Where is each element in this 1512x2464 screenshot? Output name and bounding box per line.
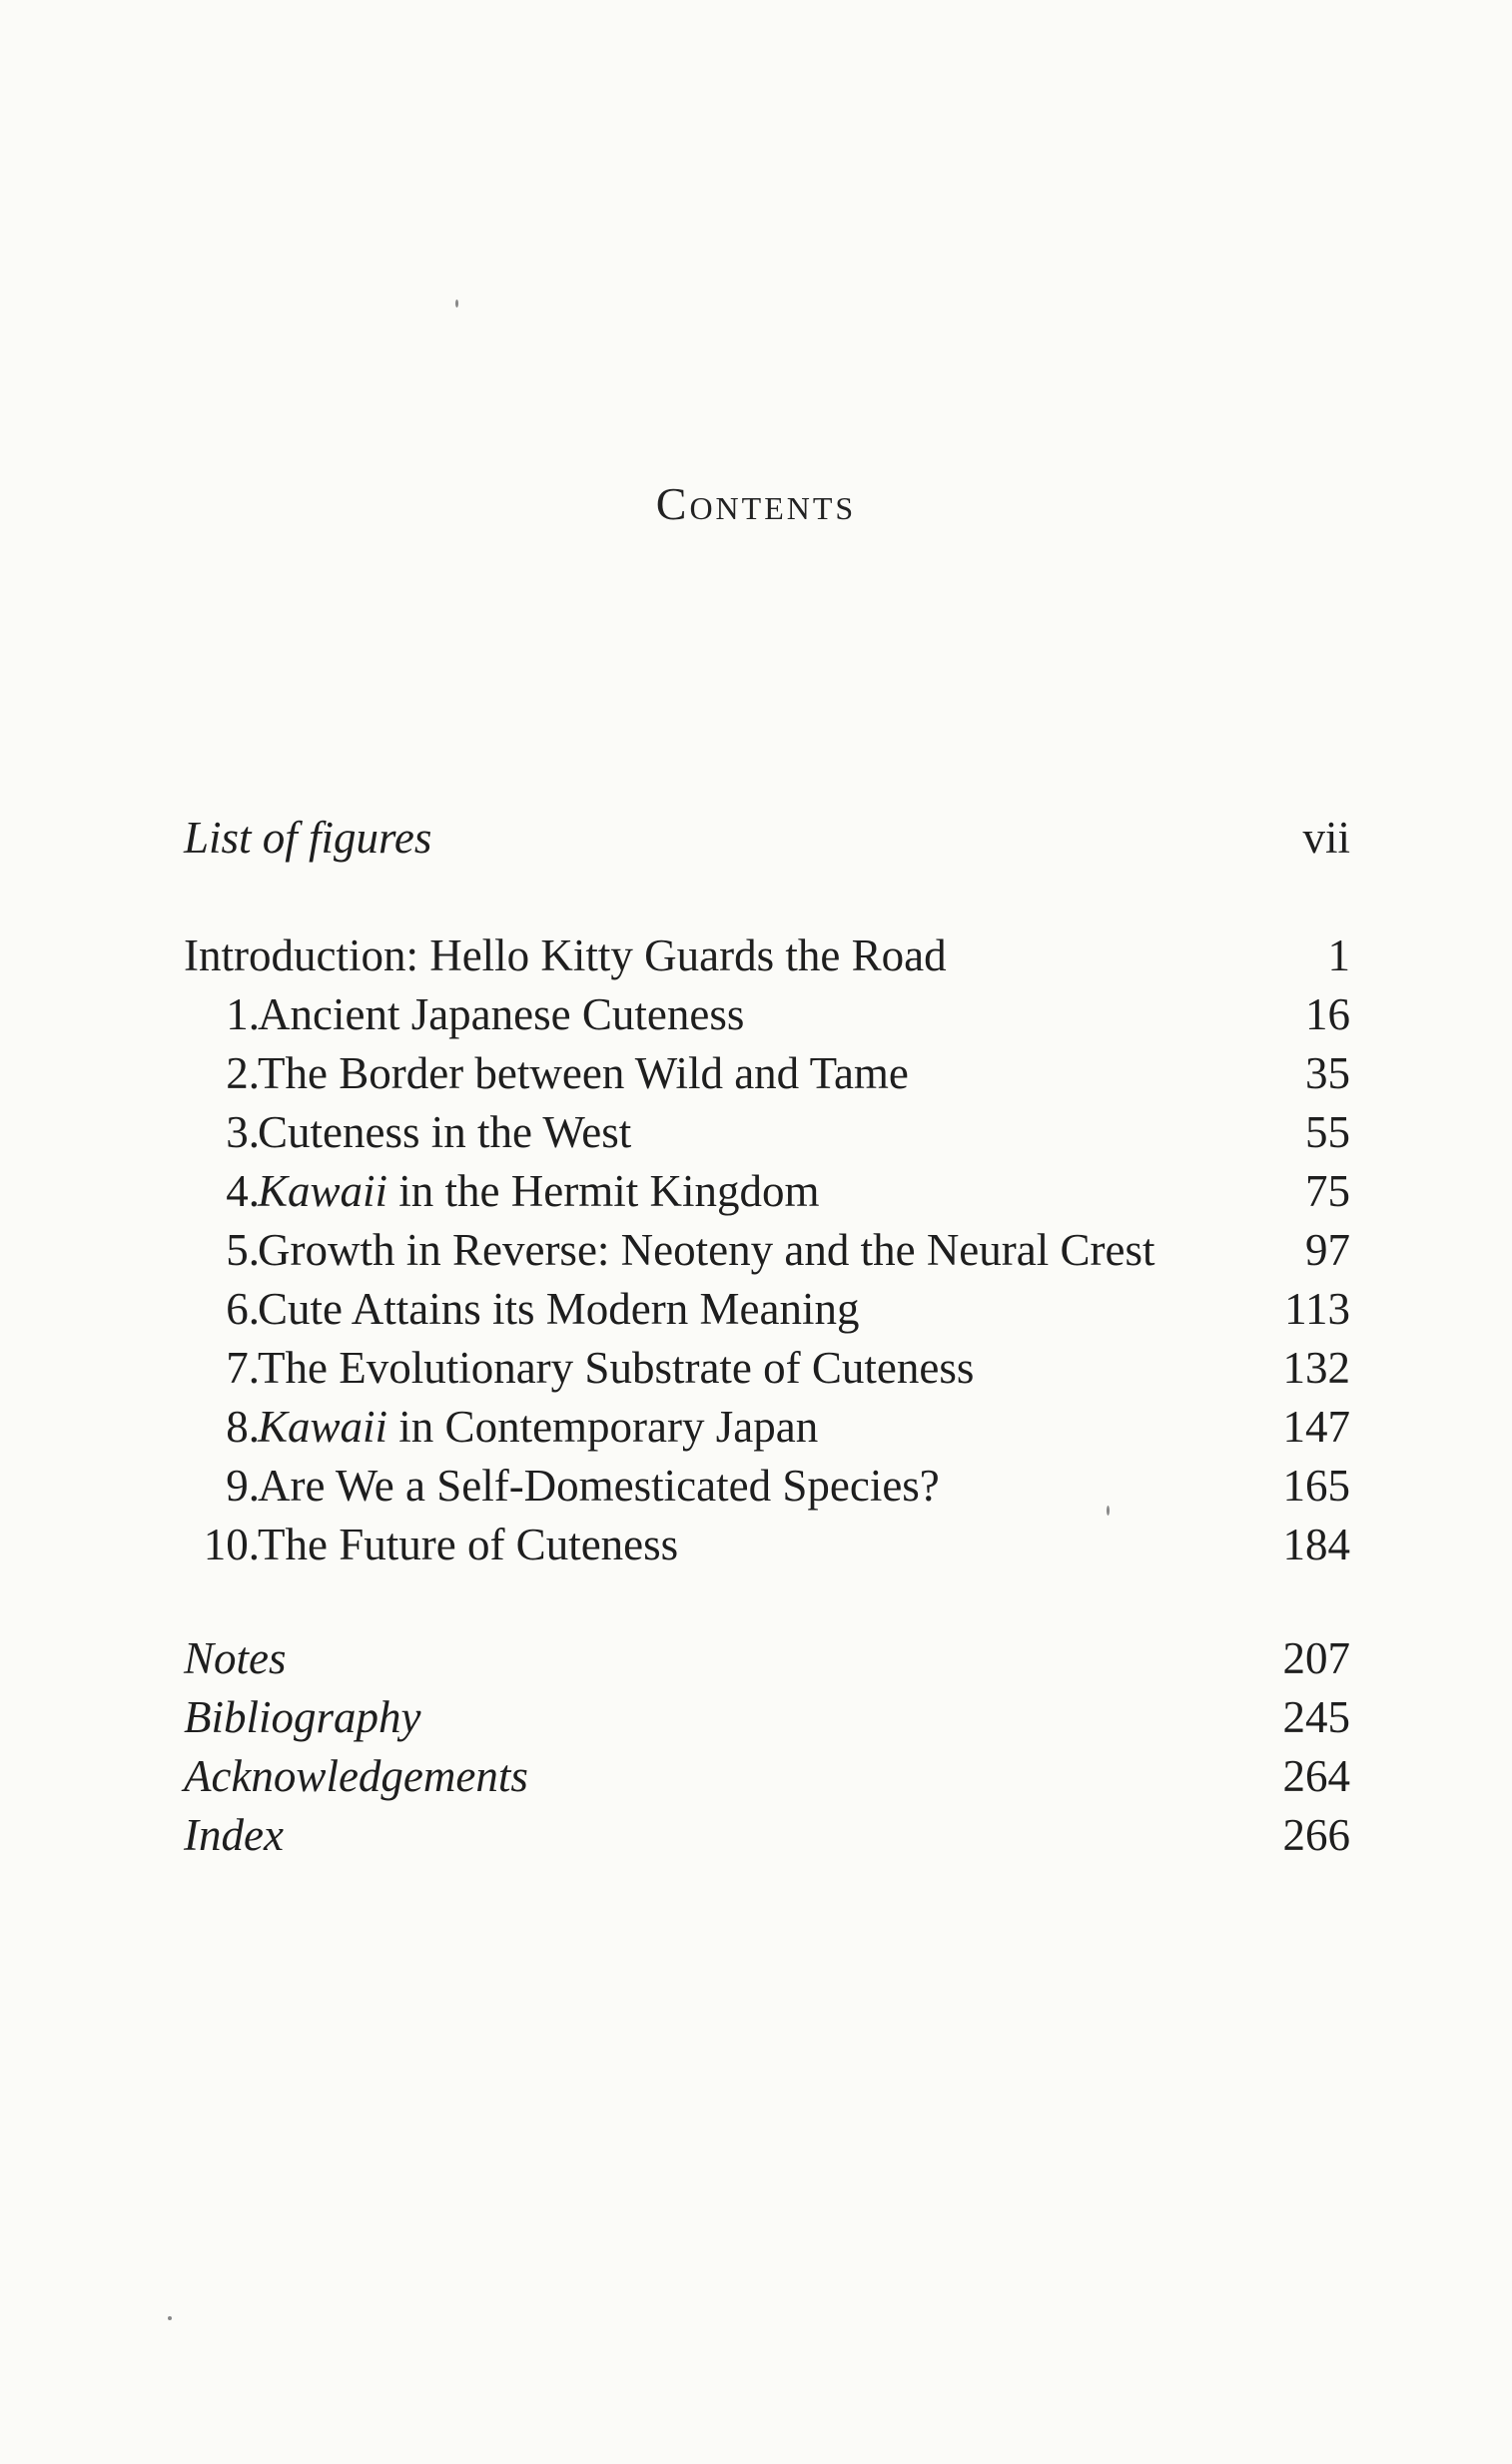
toc-entry-page: 55 (1305, 1107, 1350, 1157)
toc-entry-chapter-4[interactable] (184, 1162, 1350, 1221)
chapter-title: Are We a Self-Domesticated Species? (258, 1461, 940, 1511)
toc-entry-chapter-5[interactable] (184, 1221, 1350, 1280)
toc-entry-page: 75 (1305, 1166, 1350, 1216)
scan-speck (1107, 1506, 1110, 1516)
toc-entry-page: 165 (1282, 1461, 1350, 1511)
toc-entry-chapter-7[interactable] (184, 1339, 1350, 1398)
toc-entry-label (258, 1221, 1154, 1280)
toc-entry-page: vii (1302, 813, 1350, 863)
chapter-number: 6. (226, 1284, 260, 1334)
toc-entry-page: 266 (1282, 1810, 1350, 1860)
chapter-title-emphasis: Kawaii (258, 1166, 388, 1216)
toc-entry-label: Notes (184, 1633, 287, 1683)
scan-speck (455, 300, 458, 308)
page-title: Contents (655, 478, 857, 529)
toc-entry-page: 245 (1282, 1692, 1350, 1742)
chapter-title: in Contemporary Japan (387, 1402, 819, 1452)
toc-entry-label: Bibliography (184, 1692, 421, 1742)
chapter-number: 9. (226, 1461, 260, 1511)
toc-entry-page: 184 (1282, 1520, 1350, 1569)
scan-speck (168, 2316, 172, 2320)
toc-entry-page: 132 (1282, 1343, 1350, 1393)
toc-entry-page: 147 (1282, 1402, 1350, 1452)
toc-entry-label (258, 1339, 974, 1398)
chapter-title: Ancient Japanese Cuteness (258, 989, 745, 1039)
chapter-number: 5. (226, 1225, 260, 1275)
chapter-title: The Evolutionary Substrate of Cuteness (258, 1343, 975, 1393)
chapter-title: Cuteness in the West (258, 1107, 632, 1157)
toc-front-matter (184, 809, 1350, 868)
toc-entry-chapter-10[interactable] (184, 1516, 1350, 1574)
chapter-title: The Future of Cuteness (258, 1520, 679, 1569)
toc-entry-label (258, 985, 744, 1044)
toc-entry-page: 1 (1327, 930, 1350, 980)
chapter-number: 3. (226, 1107, 260, 1157)
toc-entry-label: Introduction: Hello Kitty Guards the Road (184, 930, 947, 980)
toc-entry-page: 97 (1305, 1225, 1350, 1275)
chapter-title: Growth in Reverse: Neoteny and the Neural Crest (258, 1225, 1155, 1275)
toc-entry-chapter-9[interactable] (184, 1457, 1350, 1516)
chapter-title: The Border between Wild and Tame (258, 1048, 909, 1098)
toc-entry-label (258, 1044, 909, 1103)
chapter-number: 4. (226, 1166, 260, 1216)
toc-entry-page: 16 (1305, 989, 1350, 1039)
toc-entry-chapter-6[interactable] (184, 1280, 1350, 1339)
toc-entry-label: List of figures (184, 813, 432, 863)
toc-entry-label: Acknowledgements (184, 1751, 528, 1801)
chapter-title: Cute Attains its Modern Meaning (258, 1284, 860, 1334)
toc-entry-label (258, 1516, 678, 1574)
toc-back-matter (184, 1629, 1350, 1865)
toc-entry-label (258, 1280, 859, 1339)
toc-entry-bibliography[interactable] (184, 1688, 1350, 1747)
toc-entry-chapter-2[interactable] (184, 1044, 1350, 1103)
chapter-number: 8. (226, 1402, 260, 1452)
toc-entry-list-of-figures[interactable] (184, 809, 1350, 868)
toc-entry-chapter-1[interactable] (184, 985, 1350, 1044)
toc-entry-label (258, 1457, 940, 1516)
toc-entry-label (258, 1162, 820, 1221)
toc-entry-acknowledgements[interactable] (184, 1747, 1350, 1806)
chapter-number: 1. (226, 989, 260, 1039)
toc-entry-introduction[interactable] (184, 926, 1350, 985)
chapter-number: 2. (226, 1048, 260, 1098)
toc-entry-page: 113 (1284, 1284, 1350, 1334)
toc-entry-chapter-8[interactable] (184, 1398, 1350, 1457)
toc-entry-chapter-3[interactable] (184, 1103, 1350, 1162)
toc-entry-label (258, 1103, 631, 1162)
toc-chapters (184, 926, 1350, 1574)
chapter-number: 7. (226, 1343, 260, 1393)
toc-entry-index[interactable] (184, 1806, 1350, 1865)
toc-entry-label: Index (184, 1810, 284, 1860)
chapter-title: in the Hermit Kingdom (387, 1166, 820, 1216)
toc-entry-notes[interactable] (184, 1629, 1350, 1688)
toc-entry-page: 207 (1282, 1633, 1350, 1683)
toc-entry-page: 35 (1305, 1048, 1350, 1098)
toc-entry-label (258, 1398, 818, 1457)
chapter-title-emphasis: Kawaii (258, 1402, 388, 1452)
toc-entry-page: 264 (1282, 1751, 1350, 1801)
chapter-number: 10. (203, 1520, 260, 1569)
